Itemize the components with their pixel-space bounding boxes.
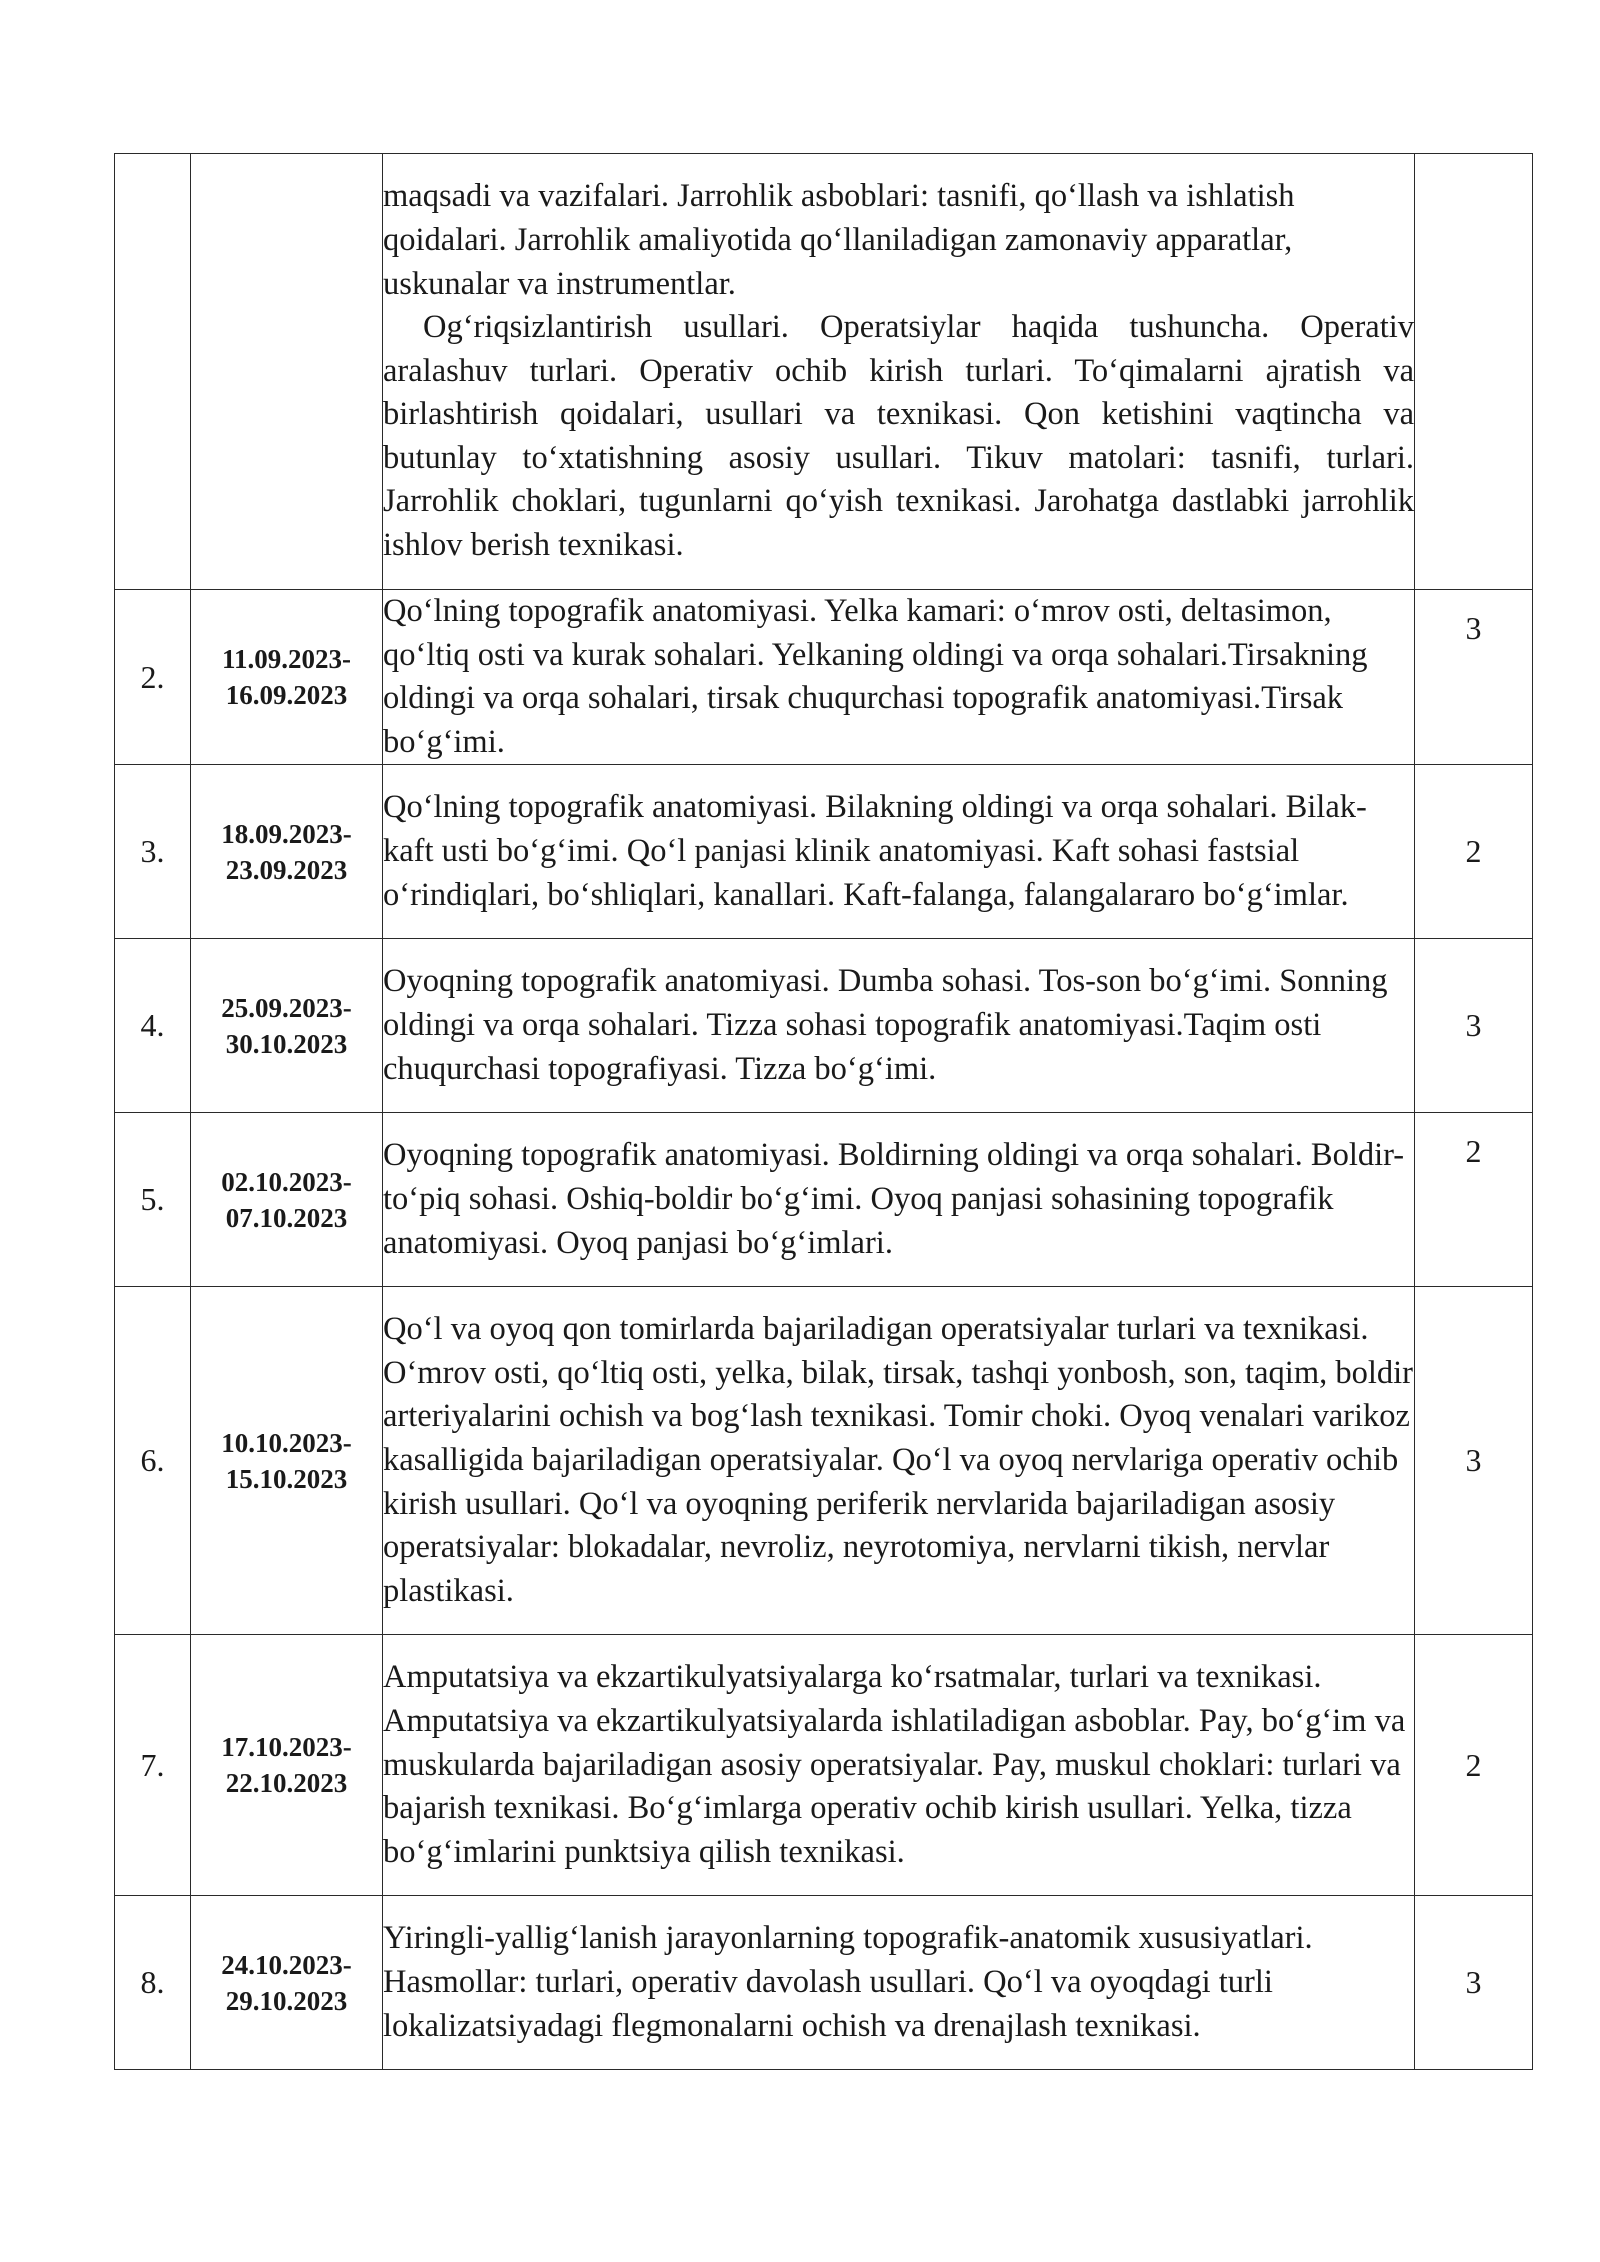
row-topic bbox=[383, 154, 1415, 590]
row-hours: 3 bbox=[1415, 939, 1533, 1113]
row-hours: 2 bbox=[1415, 1635, 1533, 1896]
row-dates bbox=[191, 590, 383, 765]
topic-paragraph: Oyoqning topografik anatomiyasi. Dumba sohasi. Tos-son boʻgʻimi. Sonning oldingi va orqa sohalari. Tizza sohasi topografik anatomiyasi.Taqim osti chuqurchasi topografiyasi. Tizza boʻgʻimi. bbox=[383, 963, 1388, 1087]
row-topic bbox=[383, 939, 1415, 1113]
table-row bbox=[115, 590, 1533, 765]
row-number: 6. bbox=[115, 1287, 191, 1635]
topic-paragraph: Qoʻlning topografik anatomiyasi. Bilakning oldingi va orqa sohalari. Bilak-kaft usti boʻgʻimi. Qoʻl panjasi klinik anatomiyasi. Kaft sohasi fastsial oʻrindiqlari, boʻshliqlari, kanallari. Kaft-falanga, falangalararo boʻgʻimlar. bbox=[383, 789, 1367, 913]
date-end: 16.09.2023 bbox=[225, 680, 348, 711]
date-start: 24.10.2023- bbox=[221, 1949, 352, 1980]
table-row bbox=[115, 765, 1533, 939]
row-number: 3. bbox=[115, 765, 191, 939]
row-number: 4. bbox=[115, 939, 191, 1113]
row-number: 8. bbox=[115, 1896, 191, 2070]
row-dates bbox=[191, 939, 383, 1113]
date-end: 07.10.2023 bbox=[225, 1202, 348, 1233]
table-row bbox=[115, 1635, 1533, 1896]
row-topic bbox=[383, 1113, 1415, 1287]
date-end: 23.09.2023 bbox=[225, 854, 348, 885]
row-topic bbox=[383, 1635, 1415, 1896]
row-dates bbox=[191, 1287, 383, 1635]
topic-paragraph: Yiringli-yalligʻlanish jarayonlarning topografik-anatomik xususiyatlari. Hasmollar: turlari, operativ davolash usullari. Qoʻl va oyoqdagi turli lokalizatsiyadagi flegmonalarni ochish va drenajlash texnikasi. bbox=[383, 1920, 1313, 2044]
topic-paragraph: Qoʻl va oyoq qon tomirlarda bajariladigan operatsiyalar turlari va texnikasi. Oʻmrov osti, qoʻltiq osti, yelka, bilak, tirsak, tashqi yonbosh, son, taqim, boldir arteriyalarini ochish va bogʻlash texnikasi. Tomir choki. Oyoq venalari varikoz kasalligida bajariladigan operatsiyalar. Qoʻl va oyoq nervlariga operativ ochib kirish usullari. Qoʻl va oyoqning periferik nervlarida bajariladigan asosiy operatsiyalar: blokadalar, nevroliz, neyrotomiya, nervlarni tikish, nervlar plastikasi. bbox=[383, 1311, 1413, 1609]
topic-paragraph: maqsadi va vazifalari. Jarrohlik asboblari: tasnifi, qoʻllash va ishlatish qoidalari. Jarrohlik amaliyotida qoʻllaniladigan zamonaviy apparatlar, uskunalar va instrumentlar. bbox=[383, 178, 1295, 302]
row-dates bbox=[191, 765, 383, 939]
row-dates bbox=[191, 1635, 383, 1896]
date-start: 11.09.2023- bbox=[221, 644, 351, 675]
row-number: 5. bbox=[115, 1113, 191, 1287]
row-dates bbox=[191, 154, 383, 590]
row-dates bbox=[191, 1113, 383, 1287]
row-hours: 3 bbox=[1415, 1287, 1533, 1635]
row-hours: 3 bbox=[1415, 590, 1533, 765]
row-number: 2. bbox=[115, 590, 191, 765]
table-row bbox=[115, 154, 1533, 590]
table-row bbox=[115, 939, 1533, 1113]
date-end: 29.10.2023 bbox=[225, 1985, 348, 2016]
row-number: 7. bbox=[115, 1635, 191, 1896]
date-end: 22.10.2023 bbox=[225, 1768, 348, 1799]
date-start: 17.10.2023- bbox=[221, 1732, 352, 1763]
row-number bbox=[115, 154, 191, 590]
table-row bbox=[115, 1896, 1533, 2070]
row-hours bbox=[1415, 154, 1533, 590]
row-topic bbox=[383, 1896, 1415, 2070]
date-end: 15.10.2023 bbox=[225, 1463, 348, 1494]
row-dates bbox=[191, 1896, 383, 2070]
row-hours: 2 bbox=[1415, 1113, 1533, 1287]
topic-paragraph: Amputatsiya va ekzartikulyatsiyalarga koʻrsatmalar, turlari va texnikasi. Amputatsiya va ekzartikulyatsiyalarda ishlatiladigan asboblar. Pay, boʻgʻim va muskularda bajariladigan asosiy operatsiyalar. Pay, muskul choklari: turlari va bajarish texnikasi. Boʻgʻimlarga operativ ochib kirish usullari. Yelka, tizza boʻgʻimlarini punktsiya qilish texnikasi. bbox=[383, 1659, 1406, 1870]
row-topic bbox=[383, 1287, 1415, 1635]
topic-paragraph: Qoʻlning topografik anatomiyasi. Yelka kamari: oʻmrov osti, deltasimon, qoʻltiq osti va kurak sohalari. Yelkaning oldingi va orqa sohalari.Tirsakning oldingi va orqa sohalari, tirsak chuqurchasi topografik anatomiyasi.Tirsak boʻgʻimi. bbox=[383, 593, 1368, 760]
topic-paragraph: Ogʻriqsizlantirish usullari. Operatsiylar haqida tushuncha. Operativ aralashuv turlari. Operativ ochib kirish turlari. Toʻqimalarni ajratish va birlashtirish qoidalari, usullari va texnikasi. Qon ketishini vaqtincha va butunlay toʻxtatishning asosiy usullari. Tikuv matolari: tasnifi, turlari. Jarrohlik choklari, tugunlarni qoʻyish texnikasi. Jarohatga dastlabki jarrohlik ishlov berish texnikasi. bbox=[383, 309, 1414, 564]
row-topic bbox=[383, 590, 1415, 765]
date-start: 18.09.2023- bbox=[221, 818, 352, 849]
lesson-schedule-table bbox=[114, 153, 1533, 2070]
topic-paragraph: Oyoqning topografik anatomiyasi. Boldirning oldingi va orqa sohalari. Boldir-toʻpiq sohasi. Oshiq-boldir boʻgʻimi. Oyoq panjasi sohasining topografik anatomiyasi. Oyoq panjasi boʻgʻimlari. bbox=[383, 1137, 1405, 1261]
row-topic bbox=[383, 765, 1415, 939]
table-row bbox=[115, 1113, 1533, 1287]
date-start: 02.10.2023- bbox=[221, 1166, 352, 1197]
row-hours: 3 bbox=[1415, 1896, 1533, 2070]
date-end: 30.10.2023 bbox=[225, 1028, 348, 1059]
row-hours: 2 bbox=[1415, 765, 1533, 939]
date-start: 10.10.2023- bbox=[221, 1427, 352, 1458]
date-start: 25.09.2023- bbox=[221, 992, 352, 1023]
table-row bbox=[115, 1287, 1533, 1635]
